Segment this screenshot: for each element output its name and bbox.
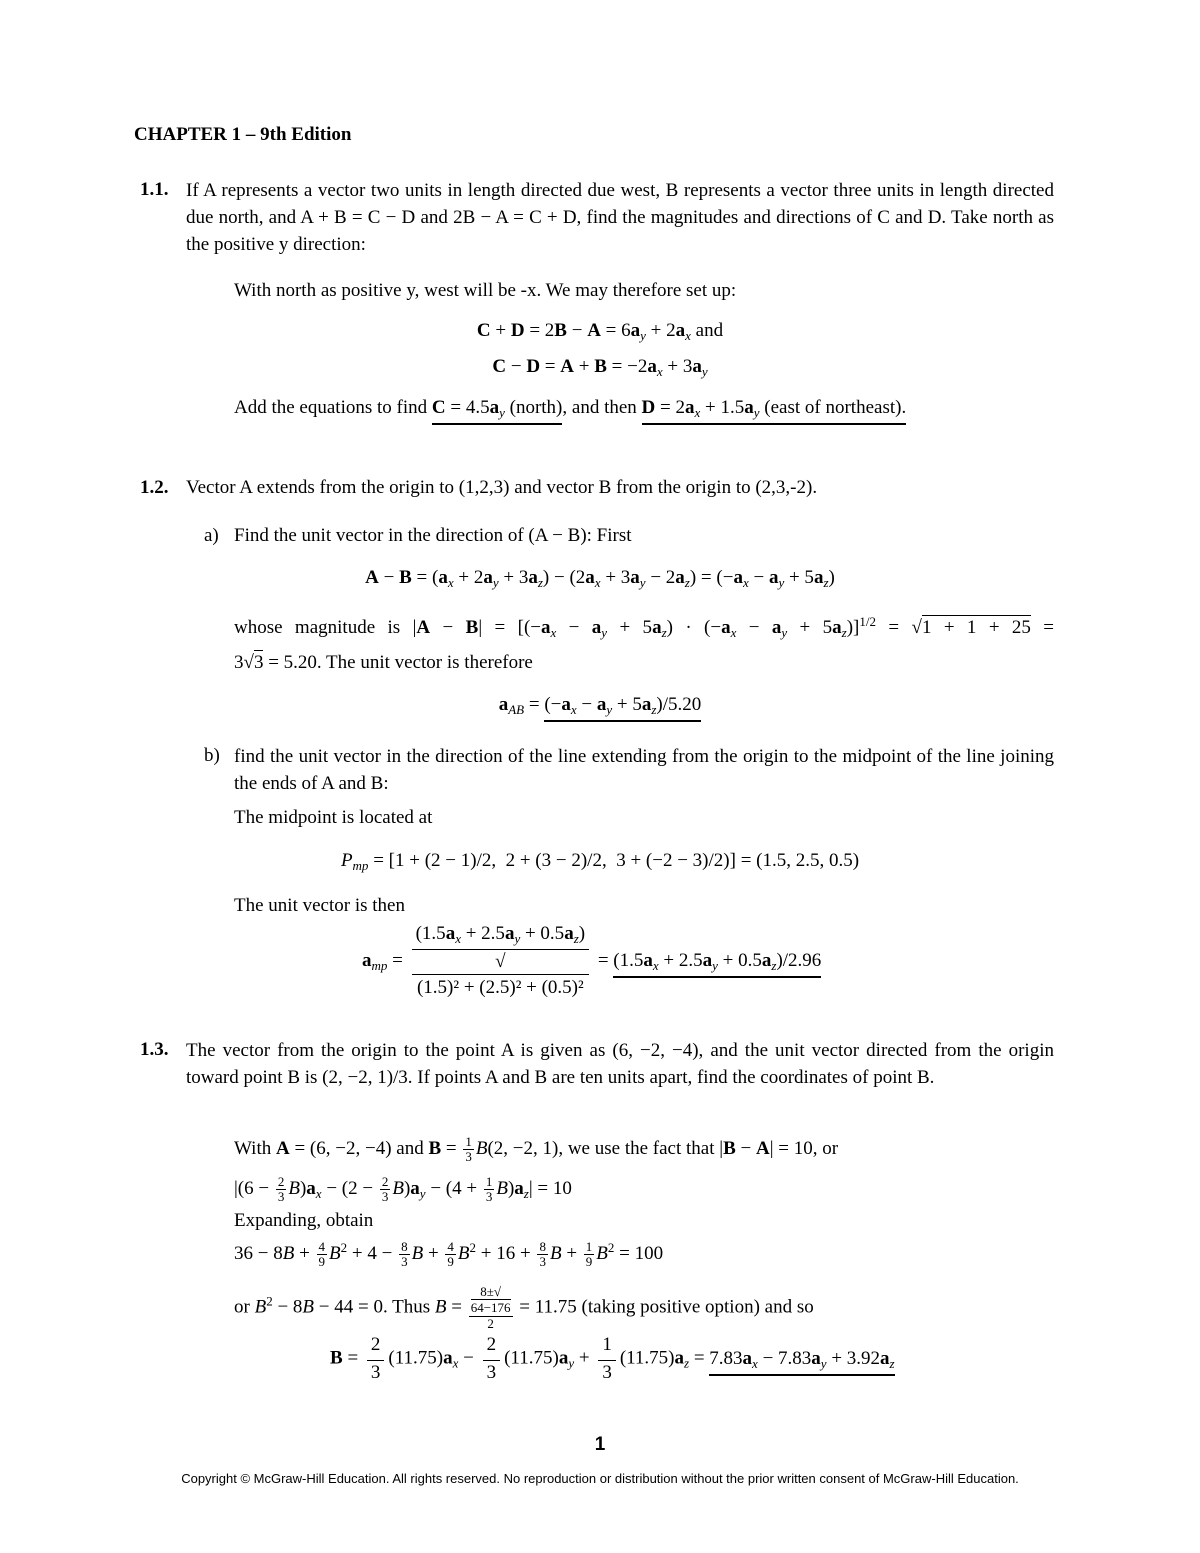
problem-1-1-setup: With north as positive y, west will be -x. We may therefore set up: (234, 280, 737, 301)
problem-1-2-text: Vector A extends from the origin to (1,2,3) and vector B from the origin to (2,3,-2). (186, 477, 818, 498)
answer-d: $D = 2a_x + 1.5a_y$ (east of northeast). (642, 397, 907, 425)
unit-vector-mp: $a_{mp}$ = $(1.5a_x + 2.5a_y + 0.5a_z)$ √ (1.5)² + (2.5)² + (0.5)² = $(1.5a_x + 2.5a_y + 0.5a_z)/2.96$ (362, 922, 821, 1001)
problem-1-1-equation-2: $C - D = A + B = -2a_x + 3a_y$ (492, 356, 708, 379)
result-prefix: Add the equations to find (234, 397, 428, 418)
page-number: 1 (594, 1434, 606, 1455)
part-b-label: b) (204, 745, 220, 766)
copyright-notice: Copyright © McGraw-Hill Education. All rights reserved. No reproduction or distribution without the prior written consent of McGraw-Hill Education. (181, 1471, 1019, 1486)
problem-1-1-equation-1: $C + D = 2B - A = 6a_y + 2a_x$ and (476, 320, 724, 343)
magnitude-line: whose magnitude is $|A - B| = [(-a_x - a_y + 5a_z) \cdot (-a_x - a_y + 5a_z)]^{1/2} = √1 + 1 + 25$ = (234, 614, 1055, 640)
problem-1-3-text: The vector from the origin to the point A is given as (6, −2, −4), and the unit vector directed from the origin toward point B is (2, −2, 1)/3. If points A and B are ten units apart, find the coordinates of point B. (186, 1040, 1054, 1088)
problem-1-3-line-5: or $B^2 - 8B - 44 = 0$. Thus B = 8±√ 64−176 2 = 11.75 (taking positive option) and so (234, 1284, 814, 1331)
problem-number-1-2: 1.2. (140, 477, 169, 498)
part-a-text: Find the unit vector in the direction of (A − B): First (234, 525, 632, 546)
problem-number-1-1: 1.1. (140, 179, 169, 200)
chapter-heading: CHAPTER 1 – 9th Edition (134, 124, 352, 145)
a-minus-b-equation: $A - B = (a_x + 2a_y + 3a_z) - (2a_x + 3a_y - 2a_z) = (-a_x - a_y + 5a_z)$ (365, 567, 835, 590)
problem-1-3-line-4: 36 − 8B + $\frac{4}{9}$ $B^2 + 4$ − $\frac{8}{3}$ B + $\frac{4}{9}$ $B^2 + 16$ + $\frac{8}{3}$ B + $\frac{1}{9}$ $B^2 = 100$ (234, 1239, 664, 1270)
part-a-label: a) (204, 525, 219, 546)
problem-1-3-line-3: Expanding, obtain (234, 1210, 374, 1231)
unit-vector-text: The unit vector is then (234, 895, 405, 916)
problem-1-3-line-2: |(6 − $\frac{2}{3}$ $B)a_x - (2$ − $\frac{2}{3}$ $B)a_y - (4$ + $\frac{1}{3}$ $B)a_z| = 10$ (234, 1174, 572, 1205)
midpoint-equation: $P_{mp} = [1 + (2 - 1)/2$, 2 + (3 − 2)/2, 3 + (−2 − 3)/2)] = (1.5, 2.5, 0.5) (340, 850, 860, 873)
part-b-text: find the unit vector in the direction of the line extending from the origin to the midpoint of the line joining the ends of A and B: (234, 746, 1054, 794)
magnitude-line-2: 3√3 = 5.20. The unit vector is therefore (234, 652, 533, 673)
problem-1-3-final: B = $\frac{2}{3}$ $(11.75)a_x$ − $\frac{2}{3}$ $(11.75)a_y$ + $\frac{1}{3}$ $(11.75)a_z = 7.83a_x - 7.83a_y + 3.92a_z$ (330, 1334, 895, 1383)
problem-1-1-result (234, 395, 906, 422)
unit-vector-ab: $a_{AB} = (-a_x - a_y + 5a_z)/5.20$ (0, 692, 1200, 719)
problem-1-3-line-1: With A = (6, −2, −4) and B = $\frac{1}{3}$ B(2, −2, 1), we use the fact that |B − A| = 10, or (234, 1134, 839, 1165)
result-mid: , and then (562, 397, 637, 418)
amp-fraction: $(1.5a_x + 2.5a_y + 0.5a_z)$ √ (1.5)² + (2.5)² + (0.5)² (412, 922, 589, 1001)
midpoint-text: The midpoint is located at (234, 807, 433, 828)
problem-1-1-text: If A represents a vector two units in length directed due west, B represents a vector three units in length directed due north, and A + B = C − D and 2B − A = C + D, find the magnitudes and directions of C and D. Take north as the positive y direction: (186, 180, 1054, 255)
answer-c: $C = 4.5a_y$ (north) (432, 397, 563, 425)
problem-number-1-3: 1.3. (140, 1039, 169, 1060)
